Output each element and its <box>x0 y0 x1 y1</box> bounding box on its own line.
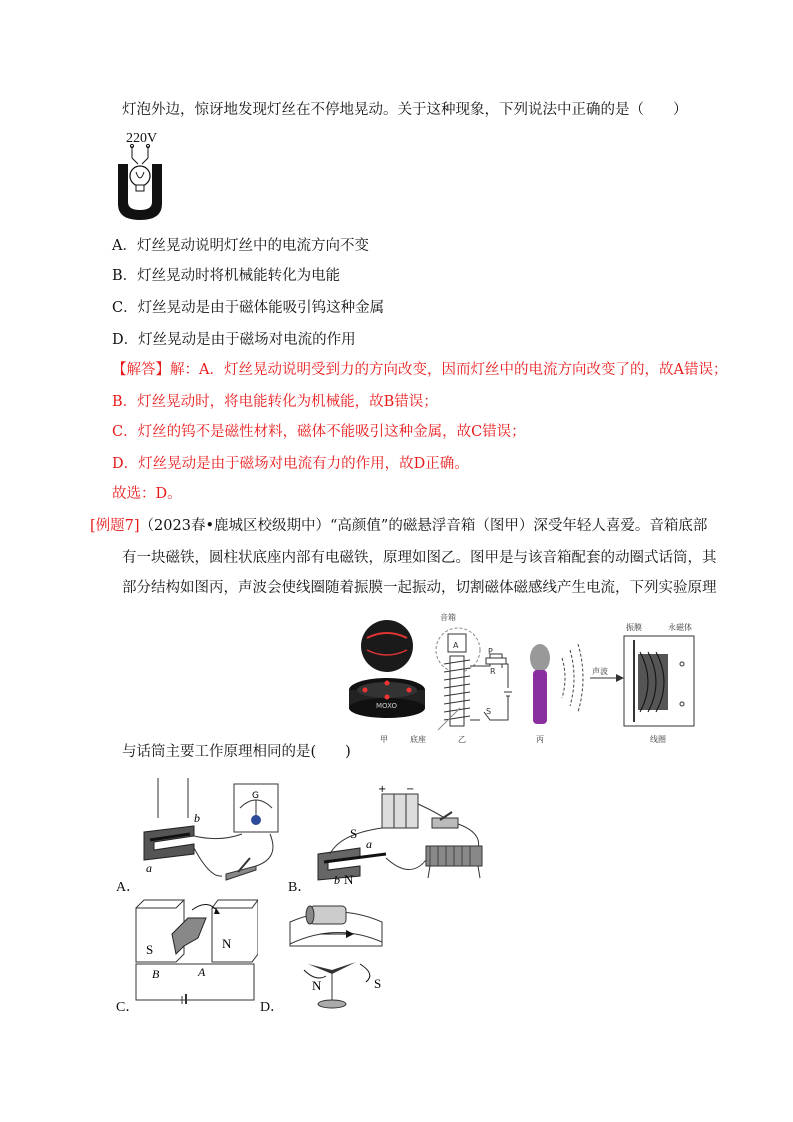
c-b-label: B <box>152 967 160 981</box>
yi-label: 乙 <box>458 735 466 744</box>
q7-option-c-label: C． <box>116 1000 140 1015</box>
b-a-label: a <box>366 837 372 851</box>
r-label: R <box>490 667 496 676</box>
q6-option-d: D．灯丝晃动是由于磁场对电流的作用 <box>112 332 356 348</box>
p-label: P <box>488 647 493 656</box>
option-b-figure <box>300 784 490 894</box>
option-d-figure <box>286 902 396 1012</box>
bulb-magnet-figure <box>112 128 172 224</box>
q7-option-a-label: A． <box>116 880 141 895</box>
s-label: S <box>486 707 492 716</box>
magnet-label: 永磁体 <box>668 623 692 632</box>
a-b-label: b <box>194 811 200 825</box>
q7-line-1 <box>90 516 707 536</box>
answer-text-1: 解：A．灯丝晃动说明受到力的方向改变，因而灯丝中的电流方向改变了的，故A错误； <box>170 362 728 378</box>
question-6-stem: 灯泡外边，惊讶地发现灯丝在不停地晃动。关于这种现象，下列说法中正确的是（ ） <box>122 102 688 118</box>
c-n-label: N <box>222 936 232 951</box>
brand-label: MOXO <box>376 702 397 710</box>
q7-line-2: 有一块磁铁，圆柱状底座内部有电磁铁，原理如图乙。图甲是与该音箱配套的动圈式话筒，其 <box>122 550 717 566</box>
q7-option-b-label: B． <box>288 880 312 895</box>
a-g-label: G <box>252 791 259 801</box>
q6-option-c: C．灯丝晃动是由于磁体能吸引钨这种金属 <box>112 300 385 316</box>
coil-label: 线圈 <box>650 735 666 744</box>
q6-option-a: A．灯丝晃动说明灯丝中的电流方向不变 <box>112 238 369 254</box>
diaphragm-label: 振膜 <box>626 623 642 632</box>
a-a-label: a <box>146 861 152 875</box>
answer-line-3: C．灯丝的钨不是磁性材料，磁体不能吸引这种金属，故C错误； <box>112 424 526 440</box>
option-c-figure <box>132 894 258 1004</box>
q7-option-d-label: D． <box>260 1000 285 1015</box>
answer-line-2: B．灯丝晃动时，将电能转化为机械能，故B错误； <box>112 394 438 410</box>
q6-option-b: B．灯丝晃动时将机械能转化为电能 <box>112 268 341 284</box>
bing-label: 丙 <box>536 735 544 744</box>
b-n-label: N <box>344 872 354 887</box>
speaker-microphone-figure <box>340 608 700 758</box>
sound-wave-label: 声波 <box>592 667 608 676</box>
q7-text-1: （2023春•鹿城区校级期中）“高颜值”的磁悬浮音箱（图甲）深受年轻人喜爱。音箱底部 <box>139 518 708 534</box>
option-a-figure <box>130 778 280 890</box>
b-b-label: b <box>334 873 340 887</box>
answer-line-4: D．灯丝晃动是由于磁场对电流有力的作用，故D正确。 <box>112 456 469 472</box>
svg-text:+: + <box>378 784 387 795</box>
c-s-label: S <box>146 942 154 957</box>
base-label: 底座 <box>410 735 426 744</box>
svg-text:−: − <box>406 784 415 795</box>
speaker-label: 音箱 <box>440 613 456 622</box>
c-a-label: A <box>198 965 206 979</box>
answer-choice: 故选：D。 <box>112 486 182 502</box>
d-s-label: S <box>374 976 382 991</box>
jia-label: 甲 <box>380 735 388 744</box>
d-n-label: N <box>312 978 322 993</box>
q7-line-3: 部分结构如图丙，声波会使线圈随着振膜一起振动，切割磁体磁感线产生电流，下列实验原理 <box>122 580 717 596</box>
q7-tag: [例题7] <box>90 518 140 534</box>
q7-question-end: 与话筒主要工作原理相同的是( ) <box>122 744 351 760</box>
a-box-label: A <box>453 641 459 650</box>
answer-line-1 <box>112 360 727 380</box>
answer-tag: 【解答】 <box>112 362 170 378</box>
voltage-label: 220V <box>126 131 158 146</box>
b-s-label: S <box>350 826 358 841</box>
